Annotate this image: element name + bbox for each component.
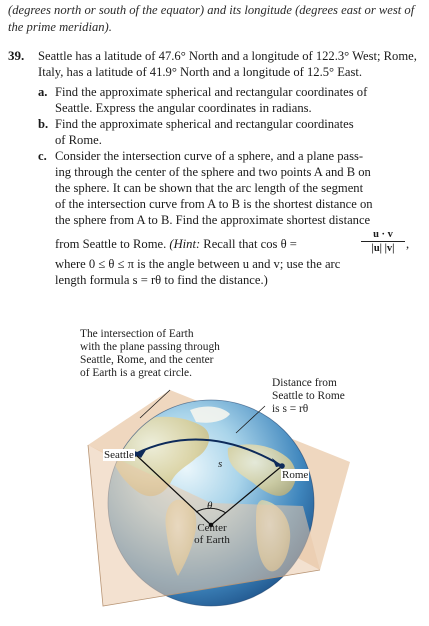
problem-number: 39. [8, 48, 25, 63]
label-center-line-1: Center [197, 522, 227, 534]
label-theta: θ [207, 500, 213, 512]
earth-diagram [0, 370, 429, 626]
part-c-line4: of the intersection curve from A to B is the shortest distance on [55, 197, 373, 211]
fraction-comma: , [406, 237, 410, 251]
part-a [38, 84, 422, 116]
intro-text: (degrees north or south of the equator) and its longitude (degrees east or west of the prime meridian). [8, 3, 415, 34]
hint-label: (Hint: [169, 237, 201, 251]
part-c-line6: from Seattle to Rome. [55, 237, 170, 251]
part-c-line2: ing through the center of the sphere and two points A and B on [55, 165, 371, 179]
part-c-line5: the sphere from A to B. Find the approximate shortest distance [55, 213, 371, 227]
label-center-line-2: of Earth [194, 534, 230, 546]
part-b-line2: of Rome. [55, 133, 102, 147]
caption-line-1: The intersection of Earth [80, 328, 194, 340]
part-b-line1: Find the approximate spherical and rectangular coordinates [55, 117, 354, 131]
problem-body [38, 48, 422, 288]
part-b [38, 116, 422, 148]
part-c-line3: the sphere. It can be shown that the arc length of the segment [55, 181, 364, 195]
part-c-label: c. [38, 149, 47, 163]
part-c-line8: length formula s = rθ to find the distance.) [55, 273, 268, 287]
label-center [190, 522, 234, 546]
part-c-hint-row [55, 230, 422, 256]
part-b-label: b. [38, 117, 49, 131]
distance-note-line-1: Distance from [272, 377, 337, 389]
fraction-denominator: |u| |v| [371, 243, 395, 254]
part-a-line2: Seattle. Express the angular coordinates in radians. [55, 101, 312, 115]
fraction-numerator: u · v [361, 228, 405, 242]
caption-line-3: Seattle, Rome, and the center [80, 354, 214, 366]
caption-line-2: with the plane passing through [80, 341, 220, 353]
distance-note-line-2: Seattle to Rome [272, 390, 345, 402]
rome-point [279, 463, 285, 469]
part-a-label: a. [38, 85, 48, 99]
label-rome: Rome [282, 469, 309, 481]
hint-text: Recall that cos θ = [200, 237, 297, 251]
label-s: s [218, 458, 223, 470]
cosine-fraction [361, 228, 405, 256]
part-c [38, 148, 422, 288]
distance-note-line-3: is s = rθ [272, 403, 309, 415]
caption-line-4: of Earth is a great circle. [80, 367, 192, 379]
part-c-line1: Consider the intersection curve of a sphere, and a plane pass- [55, 149, 364, 163]
part-a-line1: Find the approximate spherical and rectangular coordinates of [55, 85, 368, 99]
problem-statement: Seattle has a latitude of 47.6° North and a longitude of 122.3° West; Rome, Italy, has a latitude of 41.9° North and a longitude of 12.5° East. [38, 49, 417, 79]
part-c-line7: where 0 ≤ θ ≤ π is the angle between u and v; use the arc [55, 257, 341, 271]
label-seattle: Seattle [104, 449, 134, 461]
